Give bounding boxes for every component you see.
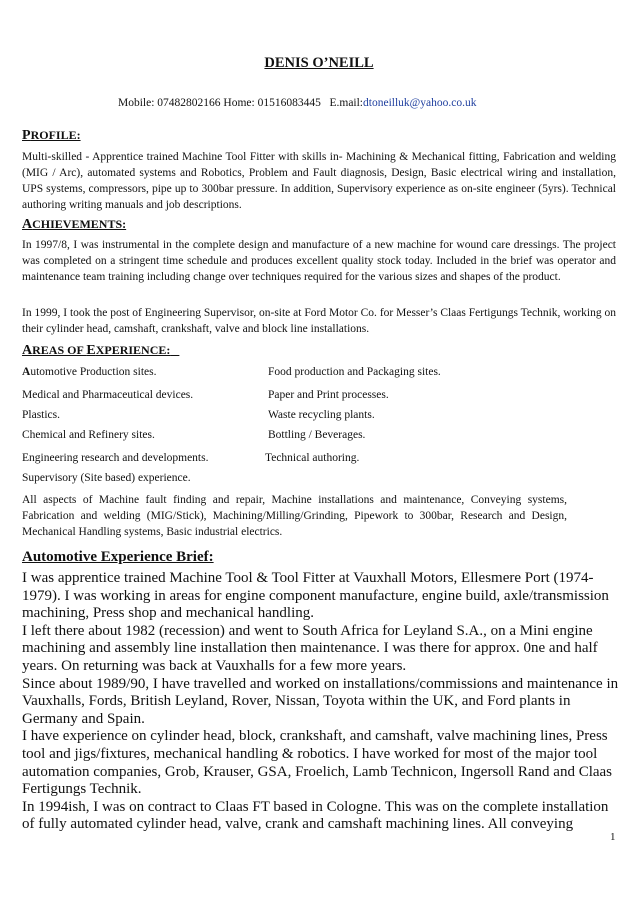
phone-numbers: Mobile: 07482802166 Home: 01516083445 bbox=[118, 97, 321, 109]
email-label: E.mail: bbox=[329, 97, 364, 109]
document-name: DENIS O’NEILL bbox=[264, 55, 374, 71]
experience-item: Medical and Pharmaceutical devices. bbox=[22, 389, 194, 401]
experience-item: Engineering research and developments. bbox=[22, 452, 209, 464]
brief-paragraph: I have experience on cylinder head, block, crankshaft, and camshaft, valve machining lines, Press tool and jigs/fixtures, mechanical handling & robotics. I have worked for most of the major tool automation companies, Grob, Krauser, GSA, Froelich, Lamb Technicon, Ingersoll Rand and Claas Fertigungs Technik. bbox=[22, 728, 613, 798]
experience-item: Plastics. bbox=[22, 409, 61, 421]
brief-paragraph: In 1994ish, I was on contract to Claas FT based in Cologne. This was on the complete installation of fully automated cylinder head, valve, crank and camshaft machining lines. All conveying bbox=[22, 798, 609, 833]
page-number: 1 bbox=[610, 831, 616, 843]
experience-summary: All aspects of Machine fault finding and repair, Machine installations and maintenance, Conveying systems, Fabrication and welding (MIG/Stick), Machining/Milling/Grinding, Pipework to 300bar, Research and Design, Mechanical Handling systems, Basic industrial electrics. bbox=[22, 494, 567, 538]
brief-paragraph: Since about 1989/90, I have travelled and worked on installations/commissions and maintenance in Vauxhalls, Fords, British Leyland, Rover, Nissan, Toyota within the UK, and Ford plants in Germany and Spain. bbox=[22, 675, 619, 727]
experience-item: Automotive Production sites. bbox=[22, 366, 157, 378]
brief-heading: Automotive Experience Brief: bbox=[22, 549, 214, 565]
experience-item: Chemical and Refinery sites. bbox=[22, 429, 155, 441]
achievements-paragraph-1: In 1997/8, I was instrumental in the complete design and manufacture of a new machine for wound care dressings. The project was completed on a stringent time schedule and produces excellent quality stock today. Included in the brief was operator and maintenance team training including change over techniques required for the various sizes and shapes of the product. bbox=[22, 239, 616, 283]
profile-heading: PROFILE: bbox=[22, 128, 81, 143]
experience-item: Food production and Packaging sites. bbox=[268, 366, 441, 378]
achievements-paragraph-2: In 1999, I took the post of Engineering Supervisor, on-site at Ford Motor Co. for Messer’s Claas Fertigungs Technik, working on their cylinder head, camshaft, crankshaft, valve and block line installations. bbox=[22, 307, 616, 335]
brief-paragraph: I left there about 1982 (recession) and went to South Africa for Leyland S.A., on a Mini engine machining and assembly line installation then maintenance. I was there for approx. 0ne and half years. On returning was back at Vauxhalls for a few more years. bbox=[22, 622, 598, 674]
achievements-heading: ACHIEVEMENTS: bbox=[22, 217, 127, 232]
profile-text: Multi-skilled - Apprentice trained Machine Tool Fitter with skills in- Machining & Mechanical fitting, Fabrication and welding (MIG / Arc), automated systems and Robotics, Problem and Fault diagnosis, Design, Basic electrical wiring and installation, UPS systems, compressors, pipe up to 300bar pressure. In addition, Supervisory experience as on-site engineer (5yrs). Technical authoring writing manuals and job descriptions. bbox=[22, 151, 616, 211]
experience-item: Bottling / Beverages. bbox=[268, 429, 366, 441]
email-link[interactable]: dtoneilluk@yahoo.co.uk bbox=[363, 97, 477, 109]
experience-item: Waste recycling plants. bbox=[268, 409, 375, 421]
experience-item: Paper and Print processes. bbox=[268, 389, 389, 401]
contact-line bbox=[118, 97, 476, 109]
experience-heading: AREAS OF EXPERIENCE: bbox=[22, 343, 171, 358]
brief-body bbox=[22, 570, 622, 834]
brief-paragraph: I was apprentice trained Machine Tool & Tool Fitter at Vauxhall Motors, Ellesmere Port (1974-1979). I was working in areas for engine component manufacture, engine build, axle/transmission machining, Press shop and mechanical handling. bbox=[22, 570, 609, 622]
supervisory-line: Supervisory (Site based) experience. bbox=[22, 472, 191, 484]
experience-item: Technical authoring. bbox=[265, 452, 360, 464]
